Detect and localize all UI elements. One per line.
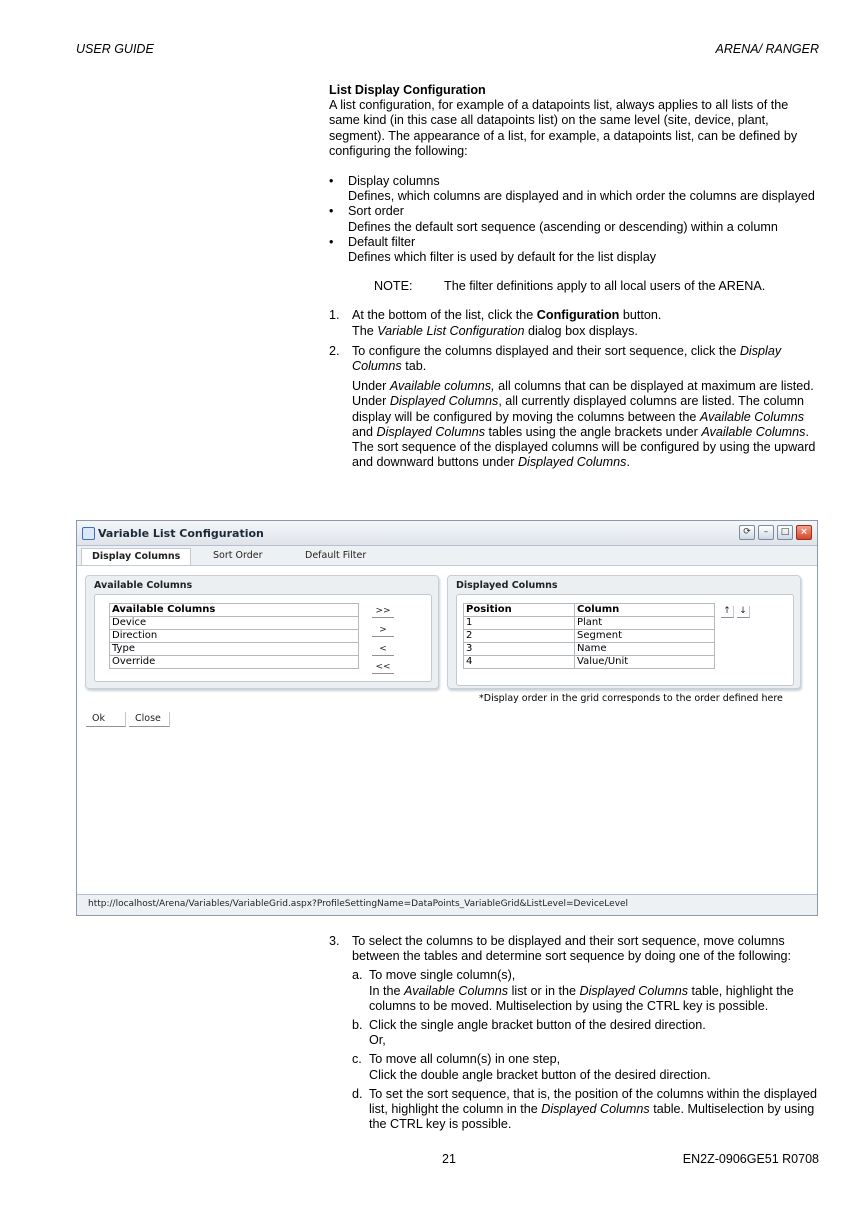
section-title: List Display Configuration — [329, 83, 486, 97]
available-columns-header: Available Columns — [110, 604, 359, 617]
substep-b-line-1: Click the single angle bracket button of the desired direction. — [369, 1018, 706, 1033]
substep-a-line-1: To move single column(s), — [369, 968, 516, 983]
close-icon[interactable]: × — [796, 525, 812, 540]
available-columns-table — [109, 603, 359, 669]
table-row[interactable]: 2 Segment — [464, 630, 715, 643]
step-1-line-1: At the bottom of the list, click the Configuration button. — [352, 308, 662, 323]
tab-bar — [77, 546, 817, 566]
table-row[interactable]: Direction — [110, 630, 359, 643]
table-row[interactable]: 4 Value/Unit — [464, 656, 715, 669]
step-number: 2. — [329, 343, 340, 358]
running-header-right: ARENA/ RANGER — [715, 42, 819, 56]
table-row[interactable]: Override — [110, 656, 359, 669]
page-number: 21 — [442, 1152, 456, 1166]
substep-letter: b. — [352, 1018, 363, 1033]
table-row[interactable]: Type — [110, 643, 359, 656]
close-button[interactable]: Close — [129, 712, 170, 727]
displayed-columns-inner — [456, 594, 794, 704]
lower-text-block — [329, 934, 821, 1132]
step-1-line-2: The Variable List Configuration dialog box displays. — [352, 323, 638, 338]
dialog-title: Variable List Configuration — [98, 527, 264, 540]
table-row[interactable]: 1 Plant — [464, 617, 715, 630]
substep-letter: d. — [352, 1086, 363, 1101]
document-id: EN2Z-0906GE51 R0708 — [682, 1152, 819, 1166]
substep-c-line-2: Click the double angle bracket button of the desired direction. — [369, 1067, 711, 1082]
table-row[interactable]: Device — [110, 617, 359, 630]
app-icon — [82, 527, 95, 540]
substep-b — [329, 1018, 821, 1048]
bullet-dot-icon: • — [329, 234, 334, 249]
available-columns-panel-title: Available Columns — [94, 580, 193, 591]
available-columns-inner — [94, 594, 432, 682]
move-all-left-button[interactable]: << — [372, 662, 394, 674]
bullet-desc: Defines which filter is used by default for the list display — [348, 250, 656, 265]
step-2 — [329, 344, 821, 471]
step-2-text: To configure the columns displayed and their sort sequence, click the Display Columns tab. — [352, 343, 782, 374]
bullet-dot-icon: • — [329, 174, 334, 189]
maximize-icon[interactable]: □ — [777, 525, 793, 540]
variable-list-configuration-dialog — [76, 520, 818, 916]
note — [329, 279, 821, 294]
bullet-title: Display columns — [348, 174, 440, 189]
bullet-item — [329, 204, 821, 234]
move-right-button[interactable]: > — [372, 625, 394, 637]
ok-button[interactable]: Ok — [86, 712, 126, 727]
step-2-paragraph: Under Available columns, all columns that can be displayed at maximum are listed. Under Displayed Columns, all currently displayed columns are listed. The column display will be configured by moving the columns between the Available Columns and Displayed Columns tables using the angle brackets under Available Columns. The sort sequence of the displayed columns will be configured by using the upward and downward buttons under Displayed Columns. — [352, 379, 816, 470]
move-all-right-button[interactable]: >> — [372, 606, 394, 618]
tab-default-filter[interactable]: Default Filter — [305, 550, 367, 561]
table-row[interactable]: 3 Name — [464, 643, 715, 656]
substep-a — [329, 968, 821, 1014]
step-number: 1. — [329, 308, 340, 323]
displayed-columns-panel — [447, 575, 801, 704]
restore-icon[interactable]: ⟳ — [739, 525, 755, 540]
step-1 — [329, 308, 821, 338]
display-order-note: *Display order in the grid corresponds to the order defined here — [479, 693, 783, 704]
minimize-icon[interactable]: – — [758, 525, 774, 540]
column-header: Column — [575, 604, 715, 617]
substep-c — [329, 1052, 821, 1082]
substep-letter: c. — [352, 1052, 362, 1067]
dialog-title-bar — [77, 521, 817, 546]
upper-text-block — [329, 83, 821, 470]
move-up-button[interactable]: ↑ — [721, 606, 734, 618]
status-url: http://localhost/Arena/Variables/VariableGrid.aspx?ProfileSettingName=DataPoints_VariableGrid&ListLevel=DeviceLevel — [88, 899, 629, 909]
substep-a-line-2: In the Available Columns list or in the Displayed Columns table, highlight the columns to be moved. Multiselection by using the CTRL key is possible. — [369, 983, 794, 1013]
step-number: 3. — [329, 934, 340, 948]
status-bar — [77, 894, 817, 915]
bullet-title: Default filter — [348, 234, 416, 249]
substep-d — [329, 1087, 821, 1133]
position-header: Position — [464, 604, 575, 617]
bullet-dot-icon: • — [329, 204, 334, 219]
running-header-left: USER GUIDE — [76, 42, 154, 56]
available-columns-panel — [85, 575, 439, 689]
displayed-columns-table — [463, 603, 715, 669]
substep-d-text: To set the sort sequence, that is, the position of the columns within the displayed list, highlight the column in the Displayed Columns table. Multiselection by using the CTRL key is possible. — [369, 1086, 818, 1132]
bullet-desc: Defines, which columns are displayed and in which order the columns are displayed — [348, 189, 815, 204]
substep-letter: a. — [352, 968, 363, 983]
step-3-text: To select the columns to be displayed and their sort sequence, move columns between the tables and determine sort sequence by doing one of the following: — [352, 934, 791, 964]
bullet-item — [329, 174, 821, 204]
move-left-button[interactable]: < — [372, 644, 394, 656]
substep-c-line-1: To move all column(s) in one step, — [369, 1052, 561, 1067]
move-down-button[interactable]: ↓ — [737, 606, 750, 618]
bullet-desc: Defines the default sort sequence (ascending or descending) within a column — [348, 219, 778, 234]
step-3 — [329, 934, 821, 964]
note-text: The filter definitions apply to all local users of the ARENA. — [444, 279, 766, 294]
tab-display-columns[interactable]: Display Columns — [81, 548, 191, 565]
note-label: NOTE: — [374, 279, 413, 294]
displayed-columns-panel-title: Displayed Columns — [456, 580, 558, 591]
bullet-title: Sort order — [348, 204, 404, 219]
tab-sort-order[interactable]: Sort Order — [213, 550, 263, 561]
section-intro: A list configuration, for example of a datapoints list, always applies to all lists of the same kind (in this case all datapoints list) on the same level (site, device, plant, segment). The appearance of a list, for example, a datapoints list, can be defined by configuring the following: — [329, 98, 798, 158]
substep-b-line-2: Or, — [369, 1033, 386, 1048]
bullet-item — [329, 235, 821, 265]
